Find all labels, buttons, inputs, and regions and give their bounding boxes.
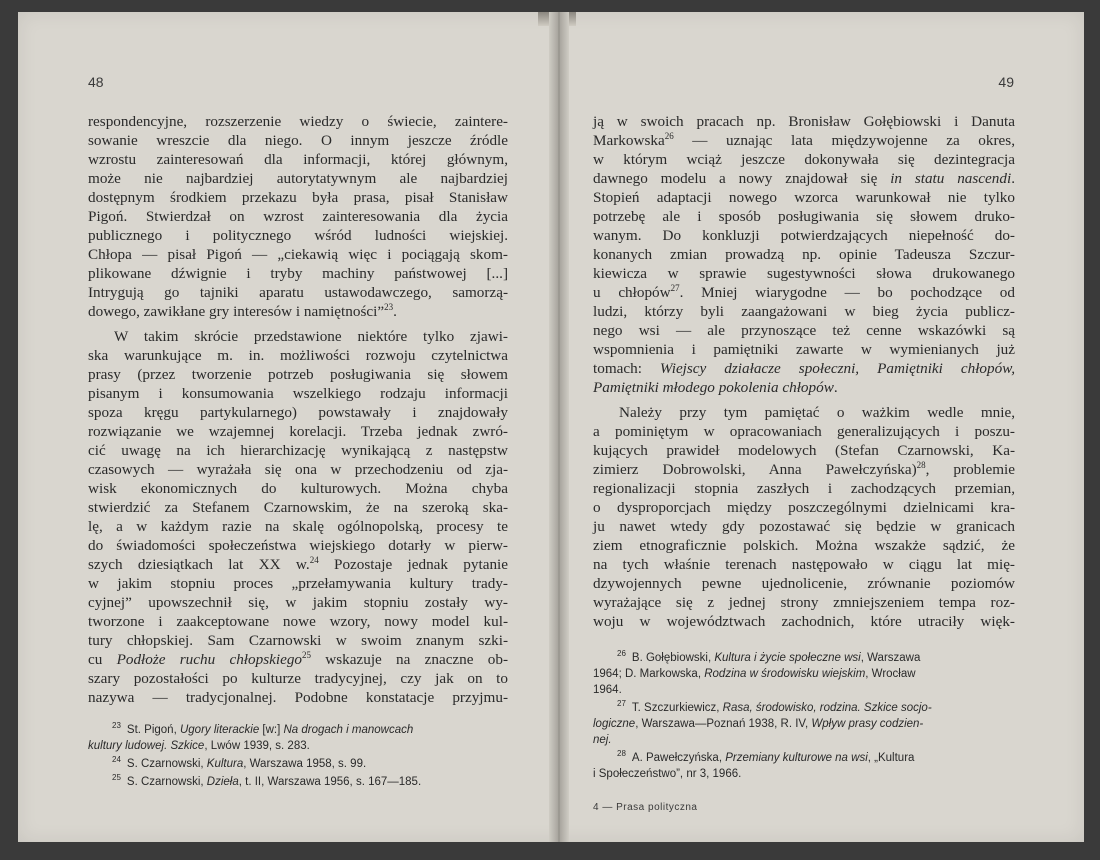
line-text: , problemie: [925, 461, 1015, 478]
right-page: [569, 12, 1084, 842]
footnote-text: T. Szczurkiewicz, Rasa, środowisko, rodzina. Szkice socjo-: [631, 702, 932, 714]
line-text: tomach:: [593, 360, 660, 377]
line-text: wyrażające się z jednej strony zmniejszeniem tempa roz-: [593, 594, 1015, 611]
line-text: wspomnienia i pamiętniki zawarte w wymienianych już: [593, 341, 1015, 358]
text-line: [593, 321, 1015, 340]
line-text: cić uwagę na ich hierarchizację wynikającą z następstw: [88, 442, 508, 459]
text-line: [88, 517, 508, 536]
printer-signature: 4 — Prasa polityczna: [593, 802, 698, 813]
line-text: cyjnej” upowszechnił się, w jakim stopniu zostały wy-: [88, 594, 508, 611]
line-text: regionalizacji stopnia zaszłych i zachodzących przemian,: [593, 480, 1015, 497]
line-text: konanych zmian prowadzą np. opinie Tadeusza Szczur-: [593, 246, 1015, 263]
text-line: [88, 365, 508, 384]
footnote-number: 27: [617, 699, 626, 709]
text-line: [593, 264, 1015, 283]
line-text: stwierdzić za Stefanem Czarnowskim, że na szeroką ska-: [88, 499, 508, 516]
footnote: [88, 722, 508, 754]
footnote-line: [593, 700, 1015, 716]
book-gutter: [549, 12, 569, 842]
text-line: [593, 112, 1015, 131]
text-line: [88, 460, 508, 479]
text-line: [593, 302, 1015, 321]
text-line: [88, 479, 508, 498]
text-line: [593, 422, 1015, 441]
line-text: wskazuje na znaczne ob-: [311, 651, 509, 668]
text-line: [88, 498, 508, 517]
text-line: [593, 612, 1015, 631]
text-line: [593, 517, 1015, 536]
footnote-line: [593, 650, 1015, 666]
footnote-text: 1964.: [593, 684, 622, 696]
line-text: Należy przy tym pamiętać o ważkim wedle mnie,: [619, 404, 1015, 421]
text-line: [88, 555, 508, 574]
line-text: tworzone i zaakceptowane nowe wzory, nowy model kul-: [88, 613, 508, 630]
line-text: wanym. Do konkluzji potwierdzających niepełność do-: [593, 227, 1015, 244]
text-line: [88, 669, 508, 688]
line-text: spoza kręgu partykularnego) powstawały i znajdowały: [88, 404, 508, 421]
footnotes: [88, 722, 508, 792]
text-line: [88, 226, 508, 245]
line-text: .: [1011, 170, 1015, 187]
line-text: — uznając lata międzywojenne za okres,: [673, 132, 1015, 149]
text-line: [593, 403, 1015, 422]
line-text: W takim skrócie przedstawione niektóre tylko zjawi-: [114, 328, 508, 345]
footnote-text: B. Gołębiowski, Kultura i życie społeczne wsi, Warszawa: [631, 652, 921, 664]
line-text: Markowska: [593, 132, 665, 149]
text-line: [593, 188, 1015, 207]
text-line: [593, 593, 1015, 612]
text-line: [88, 188, 508, 207]
footnote: [593, 700, 1015, 748]
line-text: u chłopów: [593, 284, 671, 301]
text-line: [88, 169, 508, 188]
line-text: publicznego i politycznego wśród ludności wiejskiej.: [88, 227, 508, 244]
line-text: Pozostaje jednak pytanie: [318, 556, 508, 573]
text-line: [593, 150, 1015, 169]
footnote-line: [88, 774, 508, 790]
line-text: cu: [88, 651, 117, 668]
footnote-reference[interactable]: 27: [670, 282, 680, 293]
footnote-number: 26: [617, 649, 626, 659]
line-text: zimierz Dobrowolski, Anna Pawełczyńska): [593, 461, 917, 478]
text-line: [593, 574, 1015, 593]
text-line: [88, 150, 508, 169]
footnote-line: [593, 732, 1015, 748]
line-text: może nie najbardziej autorytatywnym ale najbardziej: [88, 170, 508, 187]
page-number: 48: [88, 74, 104, 90]
footnote: [88, 756, 508, 772]
line-text: czasowych — wyrażała się ona w przechodzeniu od zja-: [88, 461, 508, 478]
footnote-line: [593, 716, 1015, 732]
footnote-text: logiczne, Warszawa—Poznań 1938, R. IV, Wpływ prasy codzien-: [593, 718, 924, 730]
text-line: [593, 207, 1015, 226]
footnote-reference[interactable]: 24: [309, 554, 319, 565]
line-text: a pominiętym w opracowaniach generalizujących i poszu-: [593, 423, 1015, 440]
line-text: w jakim stopniu proces „przełamywania kultury trady-: [88, 575, 508, 592]
footnote-reference[interactable]: 28: [916, 459, 926, 470]
line-text: kujących prawideł modelowych (Stefan Czarnowski, Ka-: [593, 442, 1015, 459]
text-line: [593, 479, 1015, 498]
italic-title: in statu nascendi: [890, 170, 1012, 187]
line-text: Pigoń. Stwierdzał on wzrost zainteresowania dla życia: [88, 208, 508, 225]
footnote-text: nej.: [593, 734, 612, 746]
footnote-text: kultury ludowej. Szkice, Lwów 1939, s. 283.: [88, 740, 310, 752]
text-line: [88, 327, 508, 346]
footnote-number: 24: [112, 755, 121, 765]
text-line: [88, 574, 508, 593]
footnote-number: 23: [112, 721, 121, 731]
line-text: ska warunkujące m. in. możliwości rozwoju czytelnictwa: [88, 347, 508, 364]
line-text: prasy (przez tworzenie potrzeb posługiwania się słowem: [88, 366, 508, 383]
text-line: [88, 422, 508, 441]
text-line: [593, 359, 1015, 378]
body-text: [88, 112, 508, 707]
footnote-line: [88, 756, 508, 772]
line-text: sowanie wreszcie dla niego. O innym jeszcze źródle: [88, 132, 508, 149]
line-text: plikowane dźwignie i tryby machiny państwowej [...]: [88, 265, 508, 282]
text-line: [88, 264, 508, 283]
text-line: [593, 441, 1015, 460]
text-line: [88, 441, 508, 460]
line-text: nego wsi — ale przynoszące też cenne wskazówki są: [593, 322, 1015, 339]
footnote-line: [593, 666, 1015, 682]
text-line: [593, 555, 1015, 574]
line-text: . Mniej wiarygodne — bo pochodzące od: [679, 284, 1015, 301]
line-text: woju w województwach zachodnich, które utraciły więk-: [593, 613, 1015, 630]
line-text: potrzebę ale i sposób posługiwania się słowem druko-: [593, 208, 1015, 225]
footnote-number: 25: [112, 773, 121, 783]
line-text: ją w swoich pracach np. Bronisław Gołębiowski i Danuta: [593, 113, 1015, 130]
line-text: dzywojennych pewne ujednolicenie, zrównanie poziomów: [593, 575, 1015, 592]
text-line: [593, 131, 1015, 150]
text-line: [88, 612, 508, 631]
footnote-text: S. Czarnowski, Kultura, Warszawa 1958, s. 99.: [126, 758, 367, 770]
line-text: dawnego modelu a nowy znajdował się: [593, 170, 891, 187]
footnote-reference[interactable]: 25: [302, 649, 312, 660]
italic-title: Pamiętniki młodego pokolenia chłopów: [593, 379, 834, 396]
footnote: [88, 774, 508, 790]
text-line: [88, 536, 508, 555]
line-text: lę, a w każdym razie na skalę ogólnopolską, procesy te: [88, 518, 508, 535]
text-line: [88, 112, 508, 131]
line-text: nazywa — tradycjonalnej. Podobne konstatacje przyjmu-: [88, 689, 508, 706]
footnote-line: [88, 738, 508, 754]
text-line: [593, 226, 1015, 245]
line-text: pisanym i konsumowania wszelkiego rodzaju informacji: [88, 385, 508, 402]
text-line: [88, 283, 508, 302]
body-text: [593, 112, 1015, 631]
footnote-number: 28: [617, 749, 626, 759]
line-text: kiewicza w sprawie sugestywności słowa drukowanego: [593, 265, 1015, 282]
footnote-reference[interactable]: 26: [664, 130, 674, 141]
line-text: o dysproporcjach między poszczególnymi dzielnicami kra-: [593, 499, 1015, 516]
line-text: respondencyjne, rozszerzenie wiedzy o świecie, zaintere-: [88, 113, 508, 130]
left-page: [18, 12, 549, 842]
text-line: [88, 650, 508, 669]
line-text: Chłopa — pisał Pigoń — „ciekawią więc i pociągają skom-: [88, 246, 508, 263]
line-text: ju nawet wtedy gdy pozostawać się będzie w granicach: [593, 518, 1015, 535]
line-text: szych dziesiątkach lat XX w.: [88, 556, 310, 573]
line-text: wisk ekonomicznych do kulturowych. Można chyba: [88, 480, 508, 497]
footnote-line: [88, 722, 508, 738]
book-spread: [18, 12, 1084, 842]
line-text: w którym wciąż jeszcze dokonywała się dezintegracja: [593, 151, 1015, 168]
line-text: .: [833, 379, 838, 396]
text-line: [593, 536, 1015, 555]
line-text: na tych właśnie terenach następowało w ciągu lat mię-: [593, 556, 1015, 573]
line-text: do świadomości społeczeństwa wiejskiego dotarły w pierw-: [88, 537, 508, 554]
line-text: tury chłopskiej. Sam Czarnowski w swoim znanym szki-: [88, 632, 508, 649]
footnote-line: [593, 750, 1015, 766]
line-text: ziem etnograficznie polskich. Można wszakże sądzić, że: [593, 537, 1015, 554]
text-line: [88, 131, 508, 150]
line-text: Intrygują go tajniki aparatu ustawodawczego, samorzą-: [88, 284, 508, 301]
footnote-text: A. Pawełczyńska, Przemiany kulturowe na wsi, „Kultura: [631, 752, 915, 764]
text-line: [593, 340, 1015, 359]
footnote-text: S. Czarnowski, Dzieła, t. II, Warszawa 1956, s. 167—185.: [126, 776, 422, 788]
text-line: [593, 245, 1015, 264]
page-number: 49: [998, 74, 1014, 90]
footnote-line: [593, 682, 1015, 698]
line-text: ludzi, którzy byli zaangażowani w bieg życia publicz-: [593, 303, 1015, 320]
text-line: [593, 460, 1015, 479]
footnote-line: [593, 766, 1015, 782]
line-text: Stopień adaptacji nowego wzorca warunkował nie tylko: [593, 189, 1015, 206]
line-text: szary pozostałości po kulturze tradycyjnej, czy jak on to: [88, 670, 508, 687]
line-text: rozwiązanie we wzajemnej korelacji. Trzeba jednak zwró-: [88, 423, 508, 440]
text-line: [88, 593, 508, 612]
text-line: [88, 302, 508, 321]
text-line: [593, 283, 1015, 302]
text-line: [593, 378, 1015, 397]
text-line: [593, 498, 1015, 517]
line-text: dostępnym środkiem przekazu była prasa, pisał Stanisław: [88, 189, 508, 206]
italic-title: Podłoże ruchu chłopskiego: [116, 651, 303, 668]
text-line: [88, 403, 508, 422]
text-line: [88, 245, 508, 264]
text-line: [88, 688, 508, 707]
footnote-text: i Społeczeństwo”, nr 3, 1966.: [593, 768, 742, 780]
text-line: [88, 631, 508, 650]
footnote-reference[interactable]: 23: [384, 301, 394, 312]
line-text: wzrostu zainteresowań dla informacji, której głównym,: [88, 151, 508, 168]
text-line: [593, 169, 1015, 188]
footnote: [593, 750, 1015, 782]
footnote-text: 1964; D. Markowska, Rodzina w środowisku wiejskim, Wrocław: [593, 668, 916, 680]
text-line: [88, 346, 508, 365]
line-text: .: [393, 303, 397, 320]
footnote-text: St. Pigoń, Ugory literackie [w:] Na drogach i manowcach: [126, 724, 414, 736]
footnote: [593, 650, 1015, 698]
footnotes: [593, 650, 1015, 784]
text-line: [88, 207, 508, 226]
italic-title: Wiejscy działacze społeczni, Pamiętniki chłopów,: [659, 360, 1015, 377]
line-text: dowego, zawikłane gry interesów i namiętności”: [88, 303, 385, 320]
text-line: [88, 384, 508, 403]
